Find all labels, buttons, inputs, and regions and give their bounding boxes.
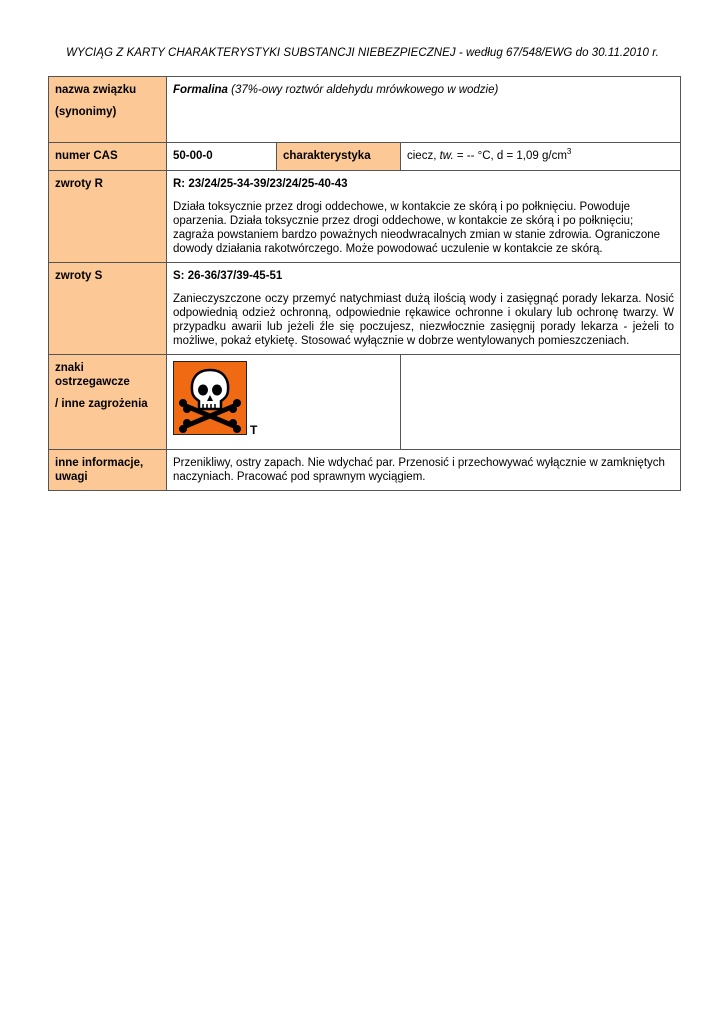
empty-hazard-cell — [401, 355, 681, 450]
cas-value: 50-00-0 — [167, 143, 277, 171]
skull-crossbones-icon — [173, 361, 247, 435]
compound-row — [49, 77, 681, 143]
s-phrases-row — [49, 263, 681, 355]
warning-label-cell — [49, 355, 167, 450]
s-phrases-label: zwroty S — [49, 263, 167, 355]
other-info-row — [49, 450, 681, 491]
pictogram-wrap — [173, 361, 394, 443]
compound-name: Formalina — [173, 84, 228, 96]
r-phrases-cell — [167, 171, 681, 263]
cas-label: numer CAS — [49, 143, 167, 171]
other-hazards-label: / inne zagrożenia — [55, 398, 148, 410]
other-info-label: inne informacje, uwagi — [49, 450, 167, 491]
s-phrases-cell — [167, 263, 681, 355]
compound-label-cell — [49, 77, 167, 143]
compound-label: nazwa związku — [55, 84, 137, 96]
s-phrases-text: Zanieczyszczone oczy przemyć natychmiast dużą ilością wody i zasięgnąć porady lekarza. Nosić odpowiednią odzież ochronną, odpowiednie rękawice ochronne i okulary lub ochronę twarzy. W przypadku awarii lub jeżeli źle się poczujesz, niezwłocznie zasięgnij porady lekarza - jeżeli to możliwe, pokaż etykietę. Stosować wyłącznie w dobrze wentylowanych pomieszczeniach. — [173, 293, 675, 347]
char-prefix: ciecz, — [407, 150, 440, 162]
other-info-text: Przenikliwy, ostry zapach. Nie wdychać par. Przenosić i przechowywać wyłącznie w zamkniętych naczyniach. Pracować pod sprawnym wyciągiem. — [167, 450, 681, 491]
r-phrases-code: R: 23/24/25-34-39/23/24/25-40-43 — [173, 178, 348, 190]
document-header: WYCIĄG Z KARTY CHARAKTERYSTYKI SUBSTANCJI NIEBEZPIECZNEJ - według 67/548/EWG do 30.11.2010 r. — [66, 47, 659, 59]
cas-row — [49, 143, 681, 171]
compound-name-cell — [167, 77, 681, 143]
warning-row — [49, 355, 681, 450]
synonyms-label: (synonimy) — [55, 106, 117, 118]
char-tw: tw. — [439, 150, 454, 162]
r-phrases-row — [49, 171, 681, 263]
char-sup: 3 — [566, 147, 572, 157]
r-phrases-text: Działa toksycznie przez drogi oddechowe, w kontakcie ze skórą i po połknięciu. Powoduje oparzenia. Działa toksycznie przez drogi oddechowe, w kontakcie ze skórą i po połknięciu; zagraża powstaniem bardzo poważnych nieodwracalnych zmian w stanie zdrowia. Ograniczone dowody działania rakotwórczego. Może powodować uczulenie w kontakcie ze skórą. — [173, 201, 661, 255]
s-phrases-code: S: 26-36/37/39-45-51 — [173, 270, 283, 282]
r-phrases-label: zwroty R — [49, 171, 167, 263]
compound-synonym: (37%-owy roztwór aldehydu mrówkowego w wodzie) — [231, 84, 499, 96]
char-rest: = -- °C, d = 1,09 g/cm — [453, 150, 567, 162]
pictogram-cell — [167, 355, 401, 450]
safety-data-table — [48, 76, 681, 491]
hazard-symbol-letter: T — [250, 423, 258, 437]
characteristics-label: charakterystyka — [277, 143, 401, 171]
warning-label: znaki ostrzegawcze — [55, 362, 130, 388]
characteristics-value — [401, 143, 681, 171]
